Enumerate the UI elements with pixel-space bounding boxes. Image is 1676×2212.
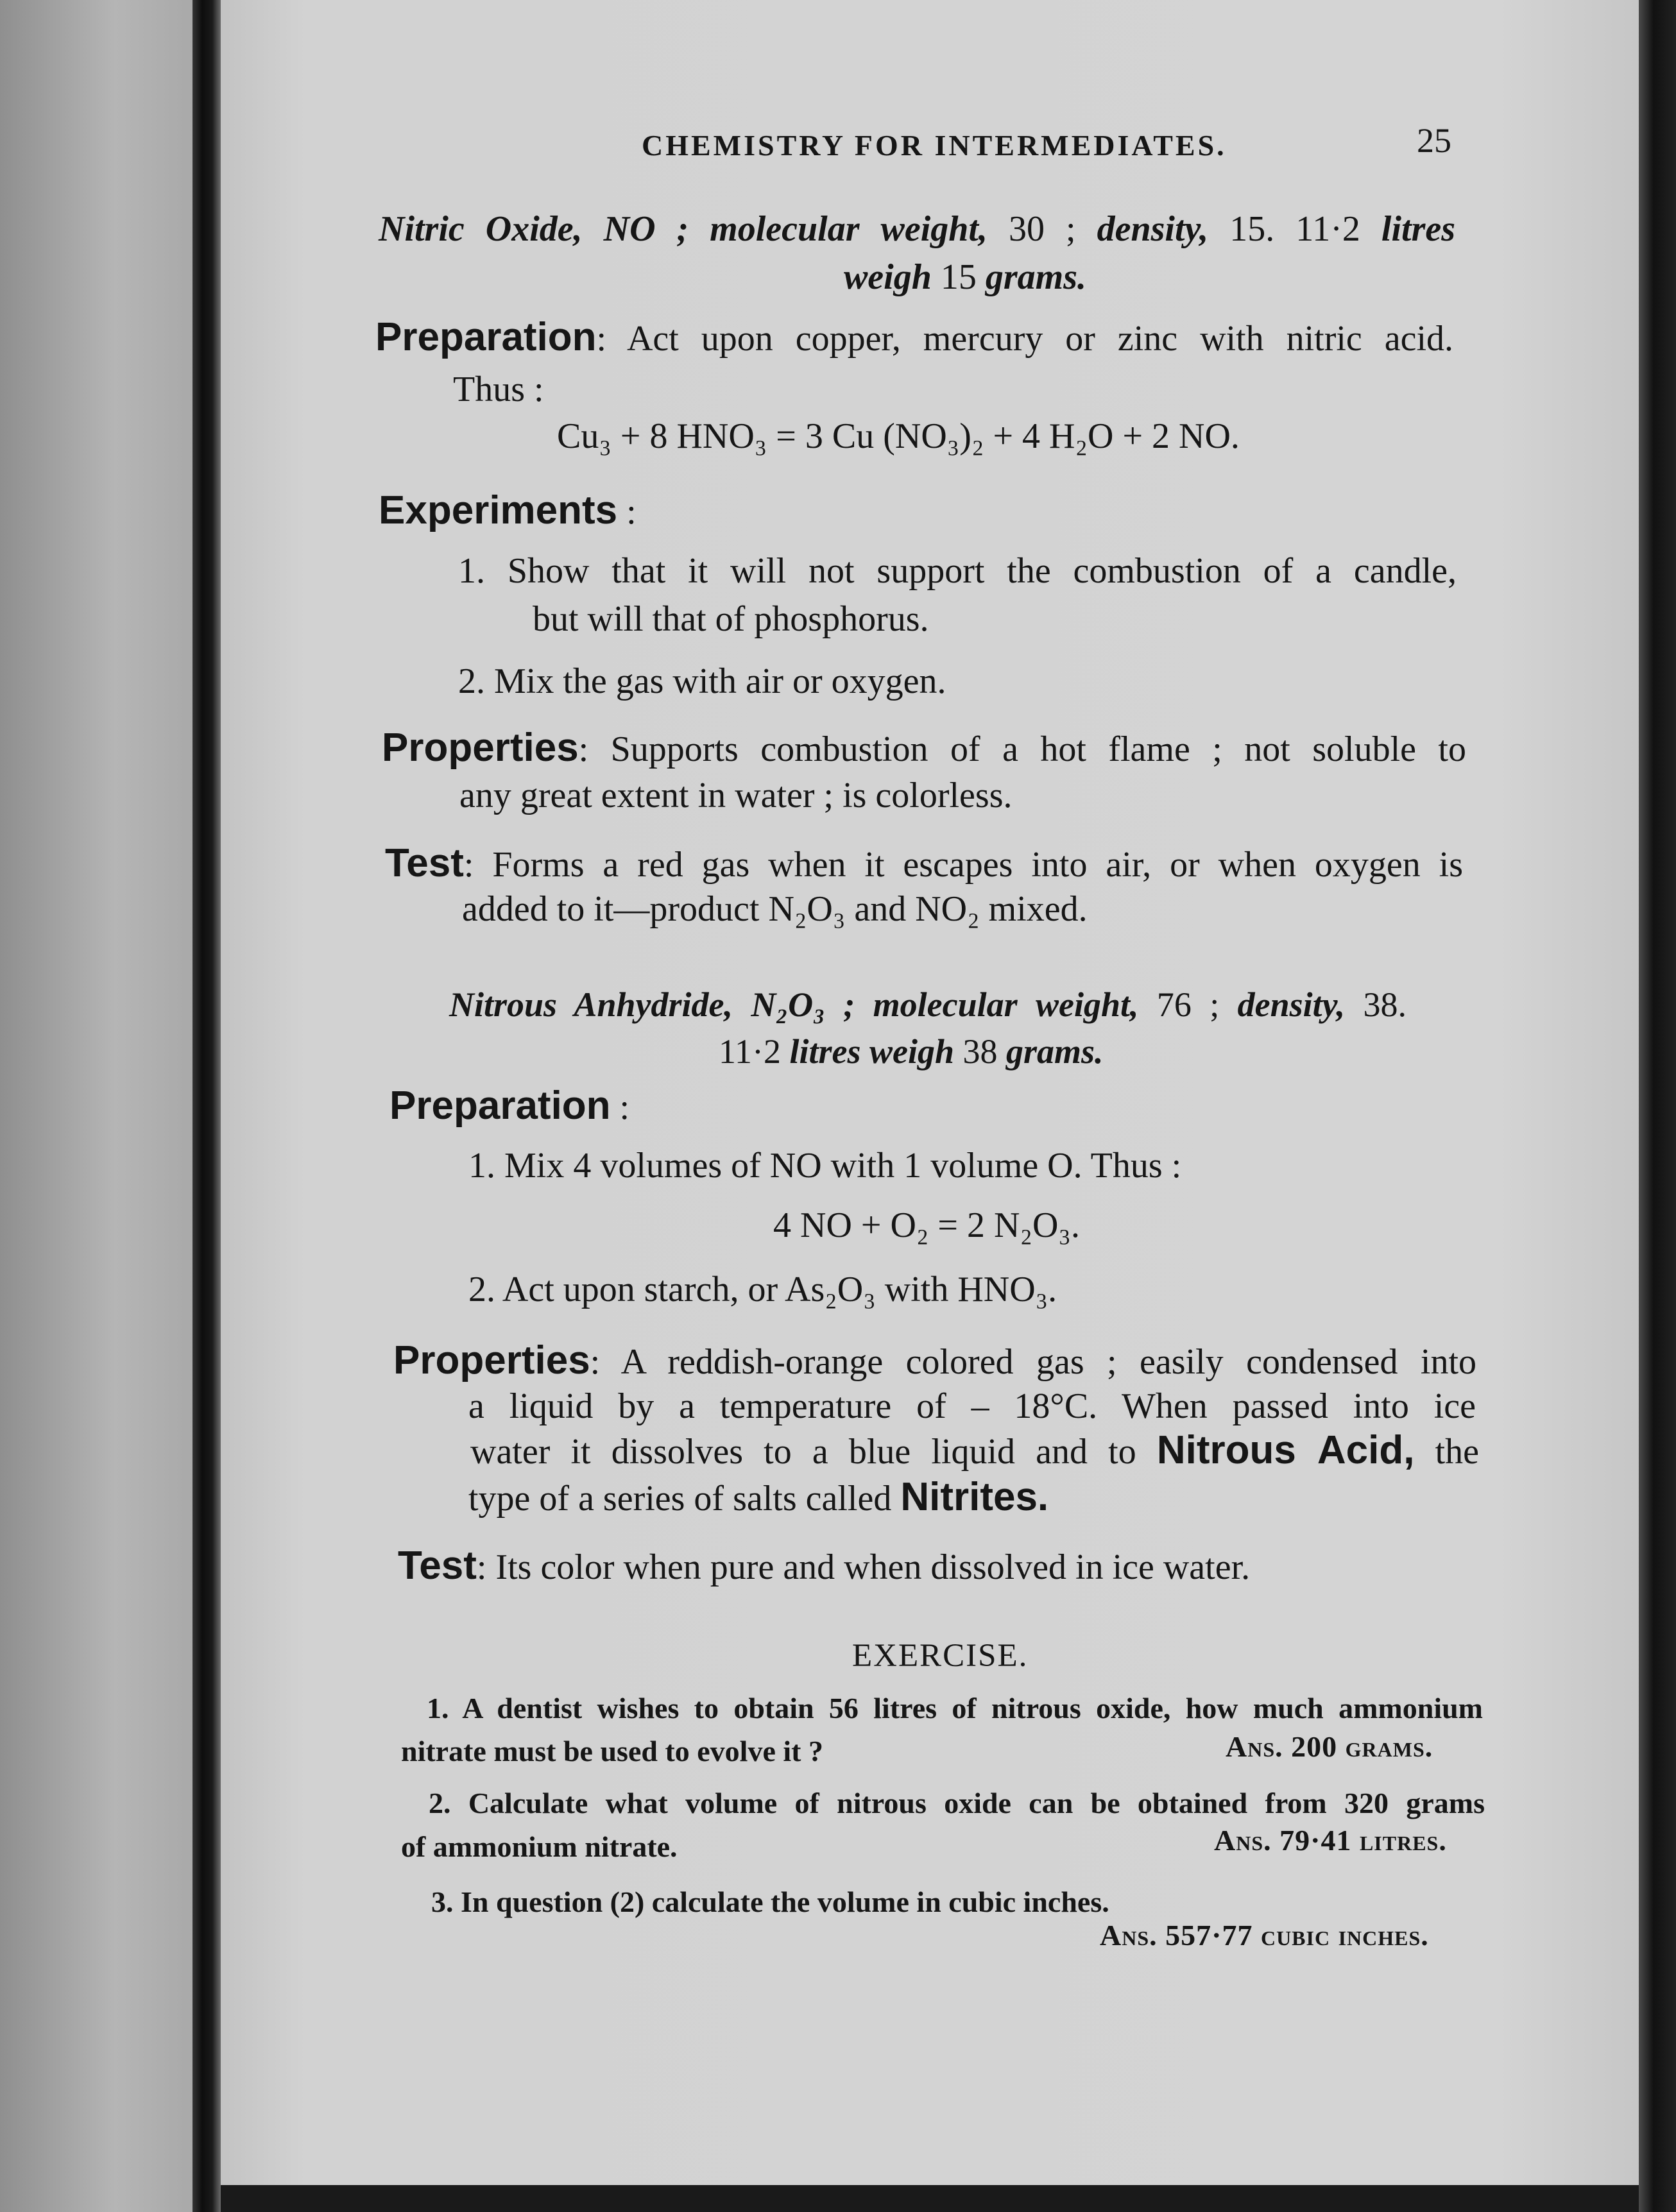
n2o3-test: Test: Its color when pure and when dissolved in ice water. [398,1544,1251,1588]
exercise-q3-answer: Ans. 557·77 cubic inches. [1100,1919,1429,1952]
nitric-oxide-title-line2: weigh 15 grams. [843,257,1087,297]
no-properties-label: Properties [382,726,579,770]
exercise-q2-answer: Ans. 79·41 litres. [1214,1824,1447,1857]
n2o3-name: Nitrous Anhydride, N₂O₃ ; molecular weight, [449,985,1139,1024]
no-experiment-2: 2. Mix the gas with air or oxygen. [458,661,946,701]
n2o3-properties-line2: a liquid by a temperature of – 18°C. When passed into ice [468,1386,1476,1426]
n2o3-title-line1: Nitrous Anhydride, N₂O₃ ; molecular weight, 76 ; density, 38. [449,985,1407,1024]
nitric-oxide-name: Nitric Oxide, NO ; molecular weight, [379,209,988,249]
n2o3-properties-line3: water it dissolves to a blue liquid and to Nitrous Acid, the [470,1428,1479,1472]
no-properties-line2: any great extent in water ; is colorless. [459,776,1013,815]
exercise-q3-line1: 3. In question (2) calculate the volume in cubic inches. [431,1885,1109,1918]
nitrites-term: Nitrites. [900,1475,1049,1519]
exercise-heading: EXERCISE. [852,1638,1029,1674]
n2o3-properties-label: Properties [393,1338,590,1382]
no-test-label: Test [385,841,464,885]
exercise-q1-answer: Ans. 200 grams. [1226,1730,1433,1763]
running-title: CHEMISTRY FOR INTERMEDIATES. [642,129,1227,162]
nitrous-acid-term: Nitrous Acid, [1156,1428,1415,1472]
no-preparation-line1: Preparation: Act upon copper, mercury or zinc with nitric acid. [375,315,1453,359]
n2o3-equation: 4 NO + O₂ = 2 N₂O₃. [773,1205,1080,1245]
n2o3-preparation-label: Preparation [389,1084,611,1128]
n2o3-test-label: Test [398,1544,477,1588]
facing-page-edge [0,0,192,2212]
page-bottom-edge [221,2185,1639,2212]
no-test-line2: added to it—product N₂O₃ and NO₂ mixed. [462,889,1088,929]
n2o3-preparation-2: 2. Act upon starch, or As₂O₃ with HNO₃. [468,1270,1057,1309]
n2o3-preparation-heading: Preparation : [389,1084,630,1128]
no-experiment-1-line2: but will that of phosphorus. [533,599,929,639]
no-test-line1: Test: Forms a red gas when it escapes into air, or when oxygen is [385,841,1463,885]
page-number: 25 [1417,121,1451,160]
no-properties-line1: Properties: Supports combustion of a hot flame ; not soluble to [382,726,1466,770]
n2o3-properties-line1: Properties: A reddish-orange colored gas ; easily condensed into [393,1338,1476,1382]
no-preparation-thus: Thus : [453,370,544,409]
nitric-oxide-title-line1: Nitric Oxide, NO ; molecular weight, 30 ; density, 15. 11·2 litres [379,209,1456,249]
no-experiment-1-line1: 1. Show that it will not support the combustion of a candle, [458,551,1457,591]
no-preparation-label: Preparation [375,315,597,359]
book-spine [192,0,221,2212]
n2o3-preparation-1: 1. Mix 4 volumes of NO with 1 volume O. Thus : [468,1146,1182,1186]
exercise-q1-line1: 1. A dentist wishes to obtain 56 litres of nitrous oxide, how much ammonium [427,1692,1483,1724]
n2o3-properties-line4: type of a series of salts called Nitrites. [468,1475,1049,1519]
no-experiments-label: Experiments [379,488,618,532]
exercise-q2-line1: 2. Calculate what volume of nitrous oxide can be obtained from 320 grams [429,1787,1485,1819]
exercise-q1-line2: nitrate must be used to evolve it ? [401,1735,823,1767]
page-right-edge [1639,0,1676,2212]
no-experiments-heading: Experiments : [379,488,637,532]
no-equation: Cu₃ + 8 HNO₃ = 3 Cu (NO₃)₂ + 4 H₂O + 2 NO. [557,416,1240,456]
n2o3-title-line2: 11·2 litres weigh 38 grams. [719,1032,1104,1071]
exercise-q2-line2: of ammonium nitrate. [401,1830,678,1863]
